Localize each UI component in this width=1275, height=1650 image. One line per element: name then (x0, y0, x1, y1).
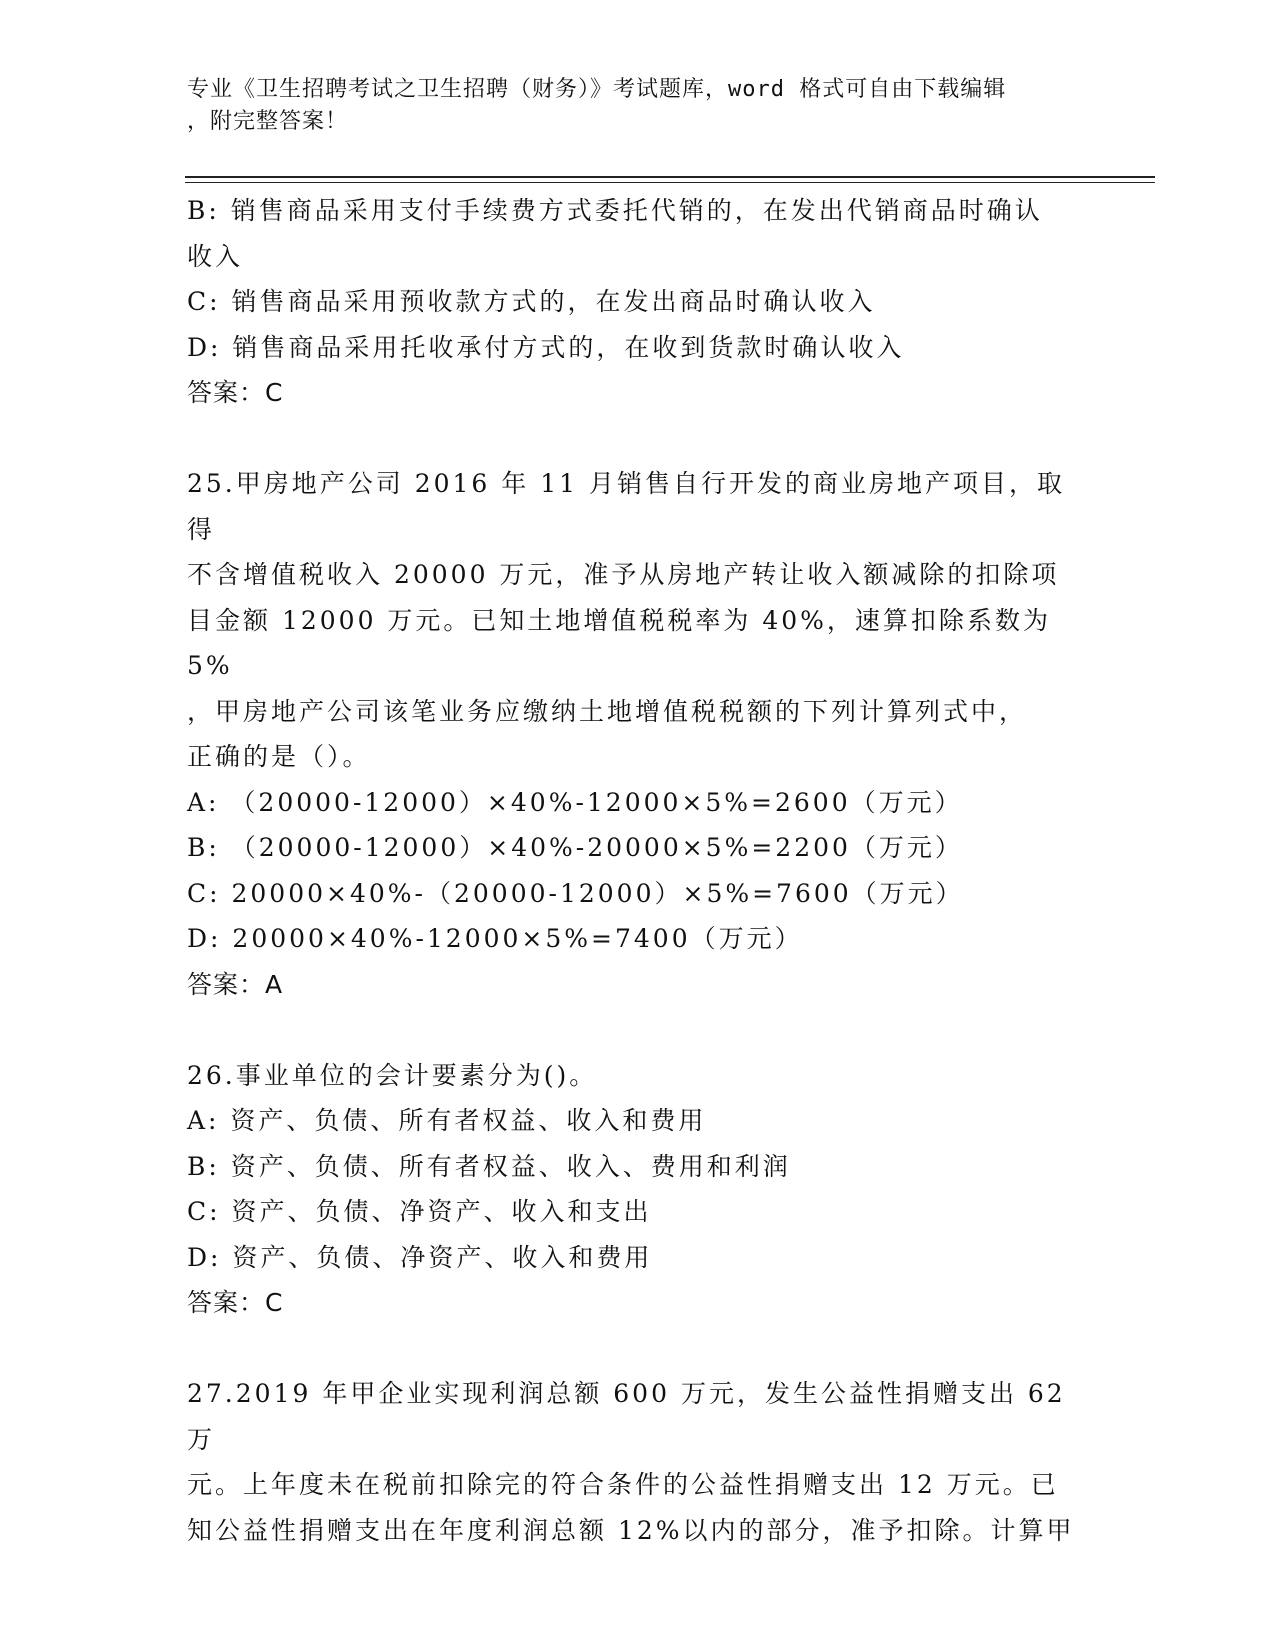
option-line: B: （20000-12000）×40%-20000×5%=2200（万元） (187, 833, 963, 862)
stem-line: ，甲房地产公司该笔业务应缴纳土地增值税税额的下列计算列式中， (187, 696, 1028, 726)
stem-line: 不含增值税收入 20000 万元，准予从房地产转让收入额减除的扣除项 (187, 560, 1060, 589)
question-24-continued (187, 188, 1087, 416)
answer-line: 答案：C (187, 1288, 284, 1317)
option-line: B: 销售商品采用支付手续费方式委托代销的，在发出代销商品时确认 (187, 196, 1043, 225)
stem-line: 25.甲房地产公司 2016 年 11 月销售自行开发的商业房地产项目，取得 (187, 469, 1065, 544)
question-25 (187, 461, 1087, 1007)
option-line: D: 20000×40%-12000×5%=7400（万元） (187, 924, 803, 953)
question-27 (187, 1371, 1087, 1553)
option-line: A: （20000-12000）×40%-12000×5%=2600（万元） (187, 787, 963, 817)
answer-line: 答案：A (187, 969, 284, 999)
header-divider (185, 176, 1155, 178)
stem-line: 元。上年度未在税前扣除完的符合条件的公益性捐赠支出 12 万元。已 (187, 1470, 1059, 1499)
option-line: D: 销售商品采用托收承付方式的，在收到货款时确认收入 (187, 332, 905, 362)
option-line: C: 资产、负债、净资产、收入和支出 (187, 1197, 652, 1226)
document-body (187, 188, 1087, 1553)
option-line: C: 销售商品采用预收款方式的，在发出商品时确认收入 (187, 287, 876, 316)
stem-line: 26.事业单位的会计要素分为()。 (187, 1060, 598, 1090)
question-26 (187, 1053, 1087, 1326)
answer-line: 答案：C (187, 378, 284, 407)
header-line: 专业《卫生招聘考试之卫生招聘（财务）》考试题库，word 格式可自由下载编辑 (187, 77, 1007, 102)
option-line: C: 20000×40%-（20000-12000）×5%=7600（万元） (187, 878, 964, 908)
option-line: D: 资产、负债、净资产、收入和费用 (187, 1242, 653, 1272)
option-line: 收入 (187, 241, 244, 271)
stem-line: 27.2019 年甲企业实现利润总额 600 万元，发生公益性捐赠支出 62 万 (187, 1379, 1066, 1454)
stem-line: 正确的是（）。 (187, 742, 371, 771)
option-line: B: 资产、负债、所有者权益、收入、费用和利润 (187, 1151, 791, 1181)
option-line: A: 资产、负债、所有者权益、收入和费用 (187, 1106, 707, 1135)
header-divider-thin (185, 182, 1155, 183)
document-header (187, 74, 1067, 138)
stem-line: 目金额 12000 万元。已知土地增值税税率为 40%，速算扣除系数为 5% (187, 605, 1051, 680)
stem-line: 知公益性捐赠支出在年度利润总额 12%以内的部分，准予扣除。计算甲 (187, 1515, 1075, 1545)
header-line: ，附完整答案！ (187, 109, 349, 134)
